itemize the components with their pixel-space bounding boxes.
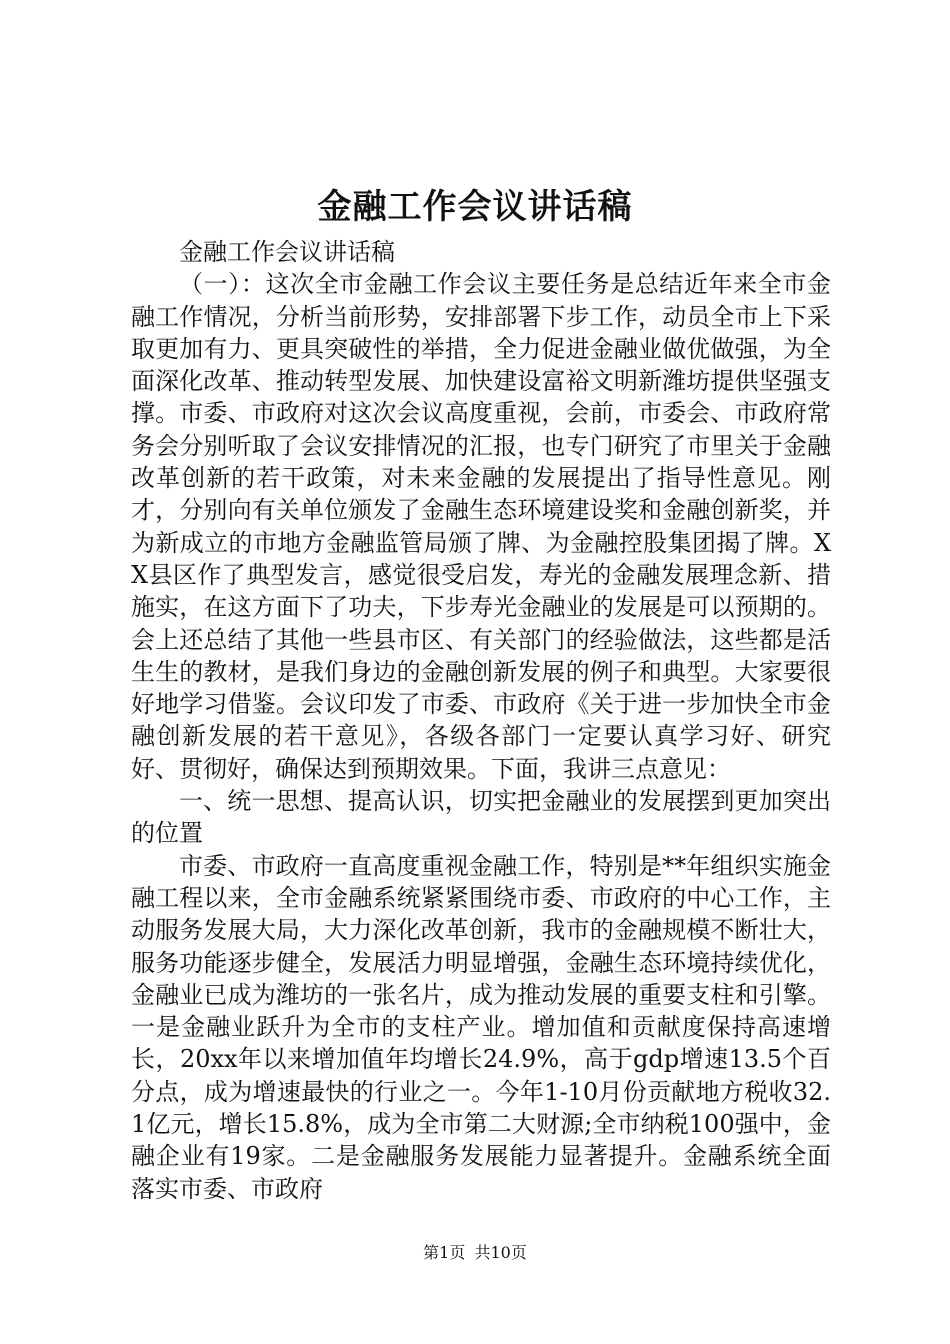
paragraph-section-heading: 一、统一思想、提高认识，切实把金融业的发展摆到更加突出的位置 <box>131 787 831 848</box>
page-footer <box>0 1242 950 1264</box>
document-body <box>131 236 831 1205</box>
paragraph-intro: （一）：这次全市金融工作会议主要任务是总结近年来全市金融工作情况，分析当前形势，安排部署下步工作，动员全市上下采取更加有力、更具突破性的举措，全力促进金融业做优做强，为全面深化改革、推动转型发展、加快建设富裕文明新潍坊提供坚强支撑。市委、市政府对这次会议高度重视，会前，市委会、市政府常务会分别听取了会议安排情况的汇报，也专门研究了市里关于金融改革创新的若干政策，对未来金融的发展提出了指导性意见。刚才，分别向有关单位颁发了金融生态环境建设奖和金融创新奖，并为新成立的市地方金融监管局颁了牌、为金融控股集团揭了牌。XX县区作了典型发言，感觉很受启发，寿光的金融发展理念新、措施实，在这方面下了功夫，下步寿光金融业的发展是可以预期的。会上还总结了其他一些县市区、有关部门的经验做法，这些都是活生生的教材，是我们身边的金融创新发展的例子和典型。大家要很好地学习借鉴。会议印发了市委、市政府《关于进一步加快全市金融创新发展的若干意见》，各级各部门一定要认真学习好、研究好、贯彻好，确保达到预期效果。下面，我讲三点意见： <box>131 270 831 783</box>
paragraph-section-body: 市委、市政府一直高度重视金融工作，特别是**年组织实施金融工程以来，全市金融系统紧紧围绕市委、市政府的中心工作，主动服务发展大局，大力深化改革创新，我市的金融规模不断壮大，服务功能逐步健全，发展活力明显增强，金融生态环境持续优化，金融业已成为潍坊的一张名片，成为推动发展的重要支柱和引擎。一是金融业跃升为全市的支柱产业。增加值和贡献度保持高速增长，20xx年以来增加值年均增长24.9%，高于gdp增速13.5个百分点，成为增速最快的行业之一。今年1-10月份贡献地方税收32.1亿元，增长15.8%，成为全市第二大财源;全市纳税100强中，金融企业有19家。二是金融服务发展能力显著提升。金融系统全面落实市委、市政府 <box>131 851 831 1203</box>
page-number: 第1页 <box>423 1243 466 1262</box>
document-title: 金融工作会议讲话稿 <box>317 187 633 227</box>
paragraph-subtitle: 金融工作会议讲话稿 <box>179 238 395 266</box>
page-total: 共10页 <box>474 1243 527 1262</box>
